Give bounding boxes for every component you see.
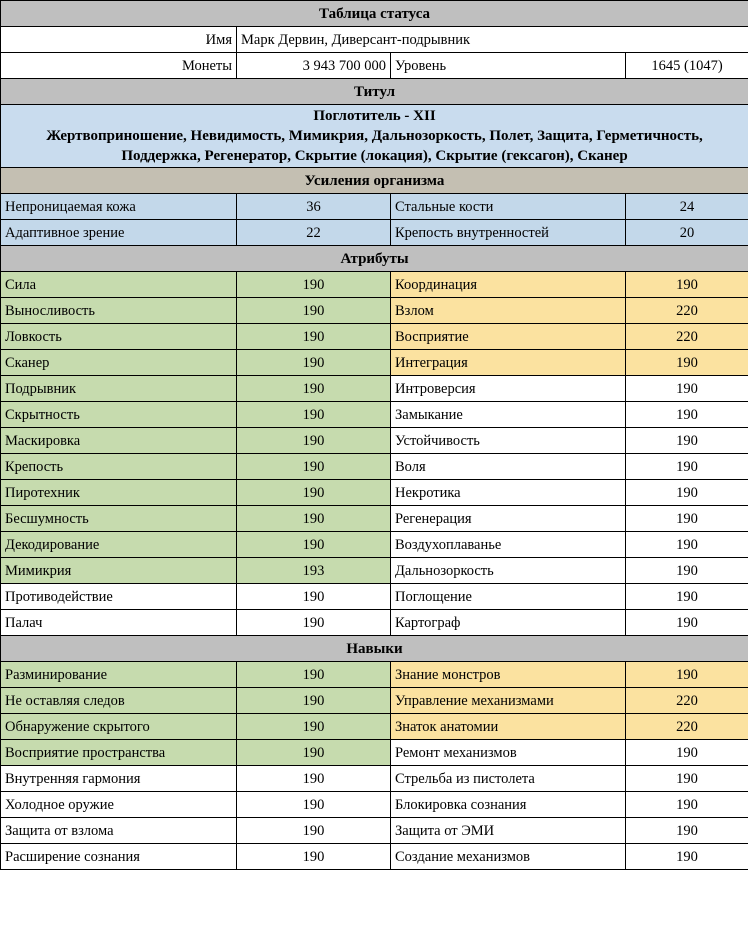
stat-label: Подрывник	[1, 376, 237, 402]
table-row	[1, 558, 748, 584]
skill-label: Защита от взлома	[1, 818, 237, 844]
skill-value: 220	[626, 714, 748, 740]
table-row	[1, 298, 748, 324]
table-row	[1, 402, 748, 428]
level-label: Уровень	[391, 53, 626, 79]
skill-label: Создание механизмов	[391, 844, 626, 870]
table-row	[1, 194, 748, 220]
table-row	[1, 610, 748, 636]
stat-value: 190	[626, 428, 748, 454]
level-value: 1645 (1047)	[626, 53, 748, 79]
stat-label: Бесшумность	[1, 506, 237, 532]
skills-header-row	[1, 636, 748, 662]
title-perks: Жертвоприношение, Невидимость, Мимикрия, Дальнозоркость, Полет, Защита, Герметичность, Поддержка, Регенератор, Скрытие (локация), Скрытие (гексагон), Сканер	[46, 128, 703, 164]
name-value: Марк Дервин, Диверсант-подрывник	[237, 27, 748, 53]
stat-value: 190	[237, 532, 391, 558]
skill-value: 190	[626, 844, 748, 870]
stat-label: Крепость	[1, 454, 237, 480]
skill-value: 190	[626, 662, 748, 688]
stat-label: Координация	[391, 272, 626, 298]
stat-value: 24	[626, 194, 748, 220]
stat-label: Восприятие	[391, 324, 626, 350]
title-block	[1, 105, 748, 168]
stat-label: Декодирование	[1, 532, 237, 558]
skill-label: Внутренняя гармония	[1, 766, 237, 792]
table-row	[1, 740, 748, 766]
section-header-title: Титул	[1, 79, 748, 105]
section-header-attributes: Атрибуты	[1, 246, 748, 272]
skill-value: 190	[626, 740, 748, 766]
title-section-header-row	[1, 79, 748, 105]
stat-value: 20	[626, 220, 748, 246]
stat-value: 190	[237, 584, 391, 610]
skill-value: 190	[237, 792, 391, 818]
body-enh-header-row	[1, 168, 748, 194]
stat-value: 190	[626, 454, 748, 480]
table-row	[1, 688, 748, 714]
stat-label: Устойчивость	[391, 428, 626, 454]
stat-value: 190	[237, 428, 391, 454]
stat-value: 220	[626, 324, 748, 350]
stat-value: 190	[237, 350, 391, 376]
skill-value: 190	[237, 844, 391, 870]
skill-value: 190	[237, 688, 391, 714]
skill-value: 190	[237, 740, 391, 766]
stat-label: Картограф	[391, 610, 626, 636]
stat-value: 190	[237, 506, 391, 532]
table-row	[1, 844, 748, 870]
stat-value: 190	[237, 480, 391, 506]
table-row	[1, 324, 748, 350]
stat-value: 190	[237, 610, 391, 636]
skill-label: Защита от ЭМИ	[391, 818, 626, 844]
skill-value: 190	[626, 766, 748, 792]
title-name: Поглотитель - XII	[313, 108, 436, 124]
table-row	[1, 272, 748, 298]
name-label: Имя	[1, 27, 237, 53]
table-row	[1, 376, 748, 402]
table-title-row	[1, 1, 748, 27]
skill-value: 190	[237, 766, 391, 792]
stat-label: Мимикрия	[1, 558, 237, 584]
stat-value: 220	[626, 298, 748, 324]
stat-label: Стальные кости	[391, 194, 626, 220]
skill-value: 190	[237, 818, 391, 844]
stat-label: Некротика	[391, 480, 626, 506]
stat-label: Воздухоплаванье	[391, 532, 626, 558]
table-row	[1, 766, 748, 792]
name-row	[1, 27, 748, 53]
stat-value: 190	[237, 324, 391, 350]
stat-label: Скрытность	[1, 402, 237, 428]
skill-value: 190	[237, 662, 391, 688]
stat-label: Интеграция	[391, 350, 626, 376]
stat-label: Воля	[391, 454, 626, 480]
stat-label: Крепость внутренностей	[391, 220, 626, 246]
skill-label: Ремонт механизмов	[391, 740, 626, 766]
table-row	[1, 428, 748, 454]
stat-value: 190	[237, 298, 391, 324]
skill-label: Восприятие пространства	[1, 740, 237, 766]
stat-value: 190	[626, 376, 748, 402]
stat-label: Выносливость	[1, 298, 237, 324]
skill-label: Блокировка сознания	[391, 792, 626, 818]
stat-label: Непроницаемая кожа	[1, 194, 237, 220]
stat-value: 22	[237, 220, 391, 246]
stat-label: Пиротехник	[1, 480, 237, 506]
skill-label: Стрельба из пистолета	[391, 766, 626, 792]
stat-label: Противодействие	[1, 584, 237, 610]
stat-value: 190	[626, 558, 748, 584]
skill-value: 190	[626, 818, 748, 844]
stat-value: 190	[626, 350, 748, 376]
table-row	[1, 480, 748, 506]
stat-value: 190	[626, 402, 748, 428]
stat-label: Замыкание	[391, 402, 626, 428]
stat-value: 190	[237, 272, 391, 298]
stat-value: 190	[626, 610, 748, 636]
stat-value: 36	[237, 194, 391, 220]
table-row	[1, 220, 748, 246]
table-row	[1, 584, 748, 610]
stat-label: Сила	[1, 272, 237, 298]
table-row	[1, 532, 748, 558]
skill-label: Холодное оружие	[1, 792, 237, 818]
skill-label: Знание монстров	[391, 662, 626, 688]
coins-value: 3 943 700 000	[237, 53, 391, 79]
stat-label: Адаптивное зрение	[1, 220, 237, 246]
stat-label: Взлом	[391, 298, 626, 324]
skill-value: 190	[237, 714, 391, 740]
stat-value: 190	[626, 480, 748, 506]
skill-value: 220	[626, 688, 748, 714]
stat-value: 190	[237, 454, 391, 480]
stat-value: 190	[626, 506, 748, 532]
skill-value: 190	[626, 792, 748, 818]
table-row	[1, 454, 748, 480]
section-header-body-enhancements: Усиления организма	[1, 168, 748, 194]
skill-label: Разминирование	[1, 662, 237, 688]
stat-value: 193	[237, 558, 391, 584]
table-row	[1, 714, 748, 740]
stat-label: Палач	[1, 610, 237, 636]
coins-level-row	[1, 53, 748, 79]
stat-value: 190	[626, 532, 748, 558]
table-row	[1, 350, 748, 376]
title-block-row	[1, 105, 748, 168]
skill-label: Обнаружение скрытого	[1, 714, 237, 740]
status-table-body	[1, 1, 748, 870]
section-header-skills: Навыки	[1, 636, 748, 662]
attributes-header-row	[1, 246, 748, 272]
stat-label: Ловкость	[1, 324, 237, 350]
table-row	[1, 506, 748, 532]
table-row	[1, 818, 748, 844]
skill-label: Расширение сознания	[1, 844, 237, 870]
stat-value: 190	[626, 584, 748, 610]
stat-value: 190	[237, 402, 391, 428]
stat-label: Сканер	[1, 350, 237, 376]
skill-label: Знаток анатомии	[391, 714, 626, 740]
table-row	[1, 662, 748, 688]
stat-value: 190	[237, 376, 391, 402]
skill-label: Не оставляя следов	[1, 688, 237, 714]
skill-label: Управление механизмами	[391, 688, 626, 714]
table-row	[1, 792, 748, 818]
stat-value: 190	[626, 272, 748, 298]
stat-label: Дальнозоркость	[391, 558, 626, 584]
coins-label: Монеты	[1, 53, 237, 79]
page-title: Таблица статуса	[1, 1, 748, 27]
stat-label: Поглощение	[391, 584, 626, 610]
stat-label: Маскировка	[1, 428, 237, 454]
stat-label: Интроверсия	[391, 376, 626, 402]
stat-label: Регенерация	[391, 506, 626, 532]
